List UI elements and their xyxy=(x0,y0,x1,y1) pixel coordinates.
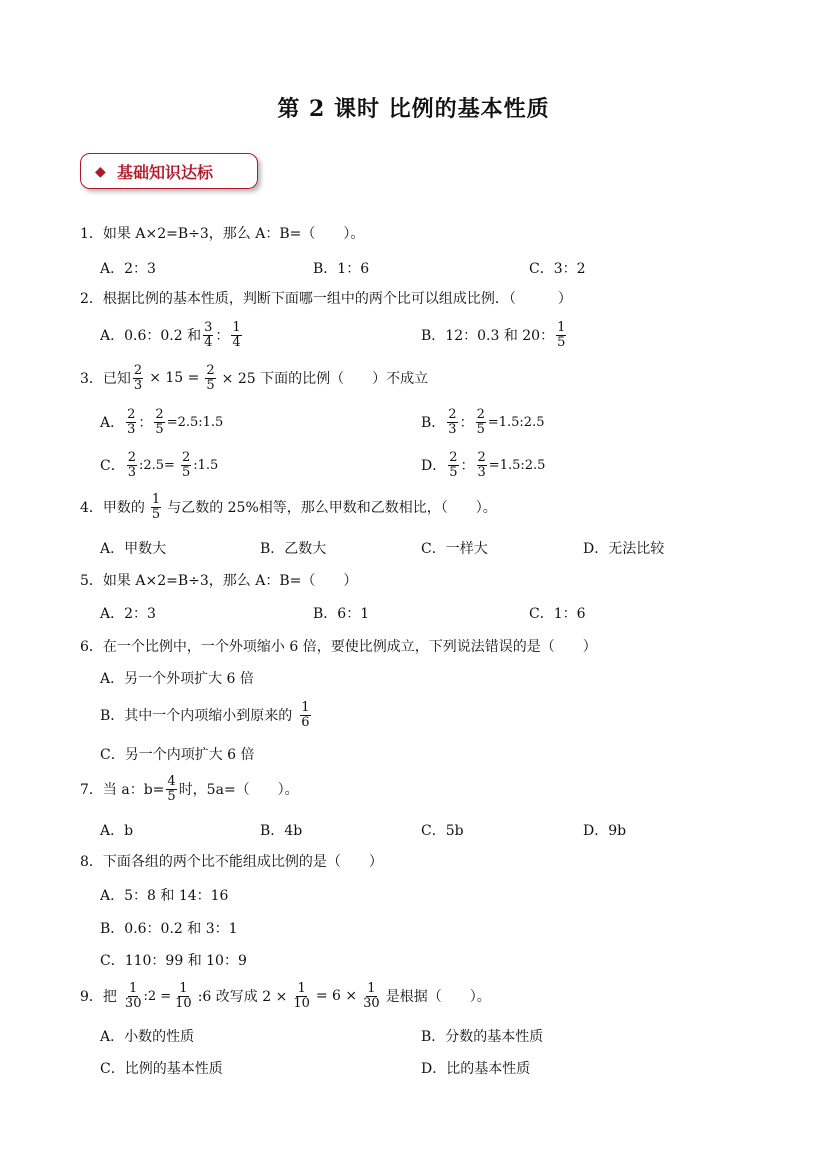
question-3-option-d[interactable]: D． $\frac{2}{5}$ ： $\frac{2}{3}$ =1.5:2.5 xyxy=(421,449,546,480)
fraction: $\frac{2}{3}$ xyxy=(127,449,136,480)
question-2-option-b[interactable] xyxy=(421,318,568,352)
question-1-stem: 1．如果 A×2=B÷3，那么 A：B=（ ）。 xyxy=(80,226,365,242)
fraction: $\frac{4}{5}$ xyxy=(167,773,176,804)
section-header xyxy=(80,153,258,189)
question-4-option-c[interactable]: C．一样大 xyxy=(421,541,488,557)
question-1-option-a[interactable]: A．2：3 xyxy=(100,261,156,277)
question-7-option-b[interactable]: B．4b xyxy=(260,823,303,839)
fraction: $\frac{1}{10}$ xyxy=(175,980,192,1011)
option-text: B．12：0.3 和 20： xyxy=(421,328,555,344)
question-4-stem: 4．甲数的 $\frac{1}{5}$ 与乙数的 25%相等，那么甲数和乙数相比，（ ）。 xyxy=(80,491,497,522)
fraction: $\frac{2}{3}$ xyxy=(477,449,486,480)
question-4-option-a[interactable]: A．甲数大 xyxy=(100,541,167,557)
question-7-option-a[interactable]: A．b xyxy=(100,823,134,839)
fraction: $\frac{1}{6}$ xyxy=(301,699,310,730)
page-title: 第 2 课时 比例的基本性质 xyxy=(277,96,550,122)
question-6-option-b[interactable]: B．其中一个内项缩小到原来的 $\frac{1}{6}$ xyxy=(100,699,310,730)
section-label: 基础知识达标 xyxy=(117,163,214,182)
fraction: $\frac{2}{5}$ xyxy=(155,406,164,437)
question-2-option-a[interactable] xyxy=(100,318,244,352)
question-5-option-b[interactable]: B．6：1 xyxy=(313,606,370,622)
question-8-stem: 8．下面各组的两个比不能组成比例的是（ ） xyxy=(80,854,383,870)
question-7-stem: 7．当 a：b= $\frac{4}{5}$ 时，5a=（ ）。 xyxy=(80,773,299,804)
option-text: ： xyxy=(215,328,230,344)
option-text: A．0.6：0.2 和 xyxy=(100,328,202,344)
question-4-option-d[interactable]: D．无法比较 xyxy=(583,541,665,557)
fraction: $\frac{1}{5}$ xyxy=(151,491,161,522)
question-1-option-b[interactable]: B．1：6 xyxy=(313,261,370,277)
fraction: $\frac{2}{5}$ xyxy=(476,406,485,437)
question-9-option-b[interactable]: B．分数的基本性质 xyxy=(421,1029,544,1045)
fraction: $\frac{1}{30}$ xyxy=(363,980,380,1011)
question-8-option-b[interactable]: B．0.6：0.2 和 3：1 xyxy=(100,921,238,937)
question-3-option-a[interactable]: A． $\frac{2}{3}$ ： $\frac{2}{5}$ =2.5:1.5 xyxy=(100,406,224,437)
fraction: $\frac{2}{3}$ xyxy=(127,406,136,437)
question-9-option-a[interactable]: A．小数的性质 xyxy=(100,1029,195,1045)
fraction: $\frac{2}{3}$ xyxy=(448,406,457,437)
question-9-option-c[interactable]: C．比例的基本性质 xyxy=(100,1061,223,1077)
question-6-option-a[interactable]: A．另一个外项扩大 6 倍 xyxy=(100,671,254,687)
question-3-option-b[interactable]: B． $\frac{2}{3}$ ： $\frac{2}{5}$ =1.5:2.5 xyxy=(421,406,545,437)
question-5-option-c[interactable]: C．1：6 xyxy=(529,606,586,622)
fraction: $\frac{2}{5}$ xyxy=(449,449,458,480)
fraction: $\frac{1}{5}$ xyxy=(557,319,566,350)
question-1-option-c[interactable]: C．3：2 xyxy=(529,261,586,277)
question-3-stem: 3．已知 $\frac{2}{3}$ × 15 = $\frac{2}{5}$ × 25 下面的比例（ ）不成立 xyxy=(80,362,429,393)
question-5-stem: 5．如果 A×2=B÷3，那么 A：B=（ ） xyxy=(80,573,358,589)
question-4-option-b[interactable]: B．乙数大 xyxy=(260,541,327,557)
question-7-option-c[interactable]: C．5b xyxy=(421,823,464,839)
question-8-option-c[interactable]: C．110：99 和 10：9 xyxy=(100,953,247,969)
question-5-option-a[interactable]: A．2：3 xyxy=(100,606,156,622)
diamond-icon: ◆ xyxy=(95,164,106,180)
question-6-stem: 6．在一个比例中，一个外项缩小 6 倍，要使比例成立，下列说法错误的是（ ） xyxy=(80,639,597,655)
question-7-option-d[interactable]: D．9b xyxy=(583,823,627,839)
question-9-stem: 9．把 $\frac{1}{30}$ :2 = $\frac{1}{10}$ :6 改写成 2 × $\frac{1}{10}$ = 6 × $\frac{1}{30}$ 是根据（ ）。 xyxy=(80,980,491,1011)
fraction: $\frac{2}{3}$ xyxy=(133,362,143,393)
fraction: $\frac{1}{4}$ xyxy=(232,319,241,350)
question-2-stem: 2．根据比例的基本性质，判断下面哪一组中的两个比可以组成比例．（ ） xyxy=(80,291,572,307)
question-3-option-c[interactable]: C． $\frac{2}{3}$ :2.5= $\frac{2}{5}$ :1.5 xyxy=(100,449,219,480)
question-9-option-d[interactable]: D．比的基本性质 xyxy=(421,1061,531,1077)
question-6-option-c[interactable]: C．另一个内项扩大 6 倍 xyxy=(100,747,255,763)
fraction: $\frac{2}{5}$ xyxy=(206,362,215,393)
question-8-option-a[interactable]: A．5：8 和 14：16 xyxy=(100,888,229,904)
fraction: $\frac{2}{5}$ xyxy=(181,449,191,480)
fraction: $\frac{3}{4}$ xyxy=(204,319,213,350)
fraction: $\frac{1}{10}$ xyxy=(293,980,310,1011)
fraction: $\frac{1}{30}$ xyxy=(124,980,142,1011)
